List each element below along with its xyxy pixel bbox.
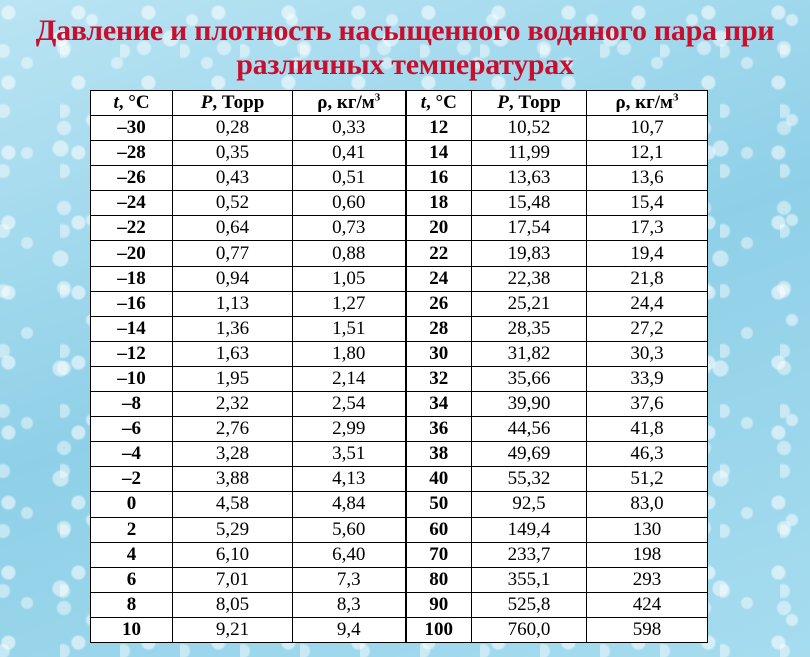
density-cell: 21,8 <box>587 266 708 291</box>
table-row <box>91 392 708 417</box>
density-cell: 0,33 <box>293 116 406 141</box>
density-cell: 30,3 <box>587 341 708 366</box>
pressure-cell: 3,28 <box>173 442 293 467</box>
density-cell: 12,1 <box>587 141 708 166</box>
temperature-cell: –14 <box>91 316 173 341</box>
temperature-cell: 30 <box>406 341 472 366</box>
density-cell: 1,80 <box>293 341 406 366</box>
temperature-cell: 34 <box>406 392 472 417</box>
density-cell: 8,3 <box>293 592 406 617</box>
pressure-cell: 233,7 <box>472 542 587 567</box>
temperature-cell: –2 <box>91 467 173 492</box>
density-cell: 1,05 <box>293 266 406 291</box>
table-row <box>91 517 708 542</box>
table-row <box>91 542 708 567</box>
density-cell: 17,3 <box>587 216 708 241</box>
density-cell: 5,60 <box>293 517 406 542</box>
temperature-cell: 28 <box>406 316 472 341</box>
density-cell: 424 <box>587 592 708 617</box>
table-row <box>91 116 708 141</box>
density-cell: 9,4 <box>293 617 406 642</box>
table-header-row <box>91 91 708 116</box>
density-cell: 0,88 <box>293 241 406 266</box>
pressure-cell: 15,48 <box>472 191 587 216</box>
saturated-vapor-table <box>90 90 708 643</box>
density-cell: 24,4 <box>587 291 708 316</box>
temperature-cell: 0 <box>91 492 173 517</box>
pressure-cell: 0,52 <box>173 191 293 216</box>
table-row <box>91 141 708 166</box>
table-row <box>91 617 708 642</box>
temperature-cell: 70 <box>406 542 472 567</box>
temperature-cell: –16 <box>91 291 173 316</box>
density-cell: 19,4 <box>587 241 708 266</box>
data-table-container <box>90 90 707 643</box>
pressure-cell: 0,35 <box>173 141 293 166</box>
header-temperature-2: t, °C <box>406 91 472 116</box>
table-row <box>91 191 708 216</box>
temperature-cell: 12 <box>406 116 472 141</box>
pressure-cell: 355,1 <box>472 567 587 592</box>
temperature-cell: –24 <box>91 191 173 216</box>
pressure-cell: 17,54 <box>472 216 587 241</box>
temperature-cell: –4 <box>91 442 173 467</box>
table-row <box>91 567 708 592</box>
density-cell: 83,0 <box>587 492 708 517</box>
pressure-cell: 44,56 <box>472 417 587 442</box>
temperature-cell: –28 <box>91 141 173 166</box>
table-row <box>91 216 708 241</box>
temperature-cell: 26 <box>406 291 472 316</box>
temperature-cell: 22 <box>406 241 472 266</box>
temperature-cell: –6 <box>91 417 173 442</box>
density-cell: 4,84 <box>293 492 406 517</box>
table-row <box>91 291 708 316</box>
pressure-cell: 149,4 <box>472 517 587 542</box>
density-cell: 27,2 <box>587 316 708 341</box>
temperature-cell: 24 <box>406 266 472 291</box>
pressure-cell: 55,32 <box>472 467 587 492</box>
pressure-cell: 25,21 <box>472 291 587 316</box>
density-cell: 10,7 <box>587 116 708 141</box>
pressure-cell: 0,28 <box>173 116 293 141</box>
header-pressure-2: P, Торр <box>472 91 587 116</box>
temperature-cell: 100 <box>406 617 472 642</box>
header-density-2: ρ, $кг/м^3$ <box>587 91 708 116</box>
pressure-cell: 22,38 <box>472 266 587 291</box>
temperature-cell: 10 <box>91 617 173 642</box>
pressure-cell: 0,77 <box>173 241 293 266</box>
temperature-cell: 6 <box>91 567 173 592</box>
density-cell: 37,6 <box>587 392 708 417</box>
table-row <box>91 467 708 492</box>
pressure-cell: 10,52 <box>472 116 587 141</box>
table-row <box>91 366 708 391</box>
temperature-cell: –20 <box>91 241 173 266</box>
temperature-cell: 8 <box>91 592 173 617</box>
density-cell: 598 <box>587 617 708 642</box>
header-density: ρ, $кг/м^3$ <box>293 91 406 116</box>
table-row <box>91 316 708 341</box>
table-row <box>91 492 708 517</box>
temperature-cell: –12 <box>91 341 173 366</box>
density-cell: 130 <box>587 517 708 542</box>
pressure-cell: 525,8 <box>472 592 587 617</box>
title-line-1: Давление и плотность насыщенного водяного пара при <box>35 14 775 47</box>
pressure-cell: 7,01 <box>173 567 293 592</box>
pressure-cell: 11,99 <box>472 141 587 166</box>
table-row <box>91 442 708 467</box>
pressure-cell: 8,05 <box>173 592 293 617</box>
density-cell: 2,14 <box>293 366 406 391</box>
pressure-cell: 2,32 <box>173 392 293 417</box>
pressure-cell: 3,88 <box>173 467 293 492</box>
header-pressure: P, Торр <box>173 91 293 116</box>
pressure-cell: 6,10 <box>173 542 293 567</box>
pressure-cell: 19,83 <box>472 241 587 266</box>
pressure-cell: 760,0 <box>472 617 587 642</box>
density-cell: 1,27 <box>293 291 406 316</box>
temperature-cell: 20 <box>406 216 472 241</box>
density-cell: 198 <box>587 542 708 567</box>
pressure-cell: 4,58 <box>173 492 293 517</box>
density-cell: 1,51 <box>293 316 406 341</box>
temperature-cell: –18 <box>91 266 173 291</box>
pressure-cell: 1,95 <box>173 366 293 391</box>
temperature-cell: 14 <box>406 141 472 166</box>
pressure-cell: 28,35 <box>472 316 587 341</box>
pressure-cell: 31,82 <box>472 341 587 366</box>
pressure-cell: 49,69 <box>472 442 587 467</box>
table-row <box>91 166 708 191</box>
header-temperature: t, °C <box>91 91 173 116</box>
pressure-cell: 0,94 <box>173 266 293 291</box>
temperature-cell: 18 <box>406 191 472 216</box>
pressure-cell: 9,21 <box>173 617 293 642</box>
temperature-cell: 60 <box>406 517 472 542</box>
density-cell: 41,8 <box>587 417 708 442</box>
table-row <box>91 241 708 266</box>
temperature-cell: 38 <box>406 442 472 467</box>
table-row <box>91 266 708 291</box>
density-cell: 0,60 <box>293 191 406 216</box>
density-cell: 2,99 <box>293 417 406 442</box>
temperature-cell: 4 <box>91 542 173 567</box>
temperature-cell: 50 <box>406 492 472 517</box>
temperature-cell: –30 <box>91 116 173 141</box>
pressure-cell: 39,90 <box>472 392 587 417</box>
temperature-cell: 90 <box>406 592 472 617</box>
pressure-cell: 5,29 <box>173 517 293 542</box>
temperature-cell: 40 <box>406 467 472 492</box>
pressure-cell: 1,63 <box>173 341 293 366</box>
temperature-cell: –26 <box>91 166 173 191</box>
pressure-cell: 35,66 <box>472 366 587 391</box>
density-cell: 46,3 <box>587 442 708 467</box>
density-cell: 13,6 <box>587 166 708 191</box>
density-cell: 51,2 <box>587 467 708 492</box>
temperature-cell: –10 <box>91 366 173 391</box>
pressure-cell: 13,63 <box>472 166 587 191</box>
density-cell: 0,51 <box>293 166 406 191</box>
pressure-cell: 1,13 <box>173 291 293 316</box>
density-cell: 7,3 <box>293 567 406 592</box>
pressure-cell: 0,64 <box>173 216 293 241</box>
temperature-cell: 36 <box>406 417 472 442</box>
table-row <box>91 592 708 617</box>
density-cell: 33,9 <box>587 366 708 391</box>
density-cell: 0,41 <box>293 141 406 166</box>
temperature-cell: –22 <box>91 216 173 241</box>
temperature-cell: –8 <box>91 392 173 417</box>
temperature-cell: 2 <box>91 517 173 542</box>
density-cell: 4,13 <box>293 467 406 492</box>
pressure-cell: 0,43 <box>173 166 293 191</box>
pressure-cell: 2,76 <box>173 417 293 442</box>
density-cell: 6,40 <box>293 542 406 567</box>
density-cell: 0,73 <box>293 216 406 241</box>
temperature-cell: 80 <box>406 567 472 592</box>
table-row <box>91 417 708 442</box>
density-cell: 293 <box>587 567 708 592</box>
pressure-cell: 1,36 <box>173 316 293 341</box>
density-cell: 2,54 <box>293 392 406 417</box>
density-cell: 3,51 <box>293 442 406 467</box>
table-row <box>91 341 708 366</box>
title-line-2: различных температурах <box>236 48 574 81</box>
density-cell: 15,4 <box>587 191 708 216</box>
page-title <box>0 14 810 82</box>
temperature-cell: 32 <box>406 366 472 391</box>
pressure-cell: 92,5 <box>472 492 587 517</box>
temperature-cell: 16 <box>406 166 472 191</box>
